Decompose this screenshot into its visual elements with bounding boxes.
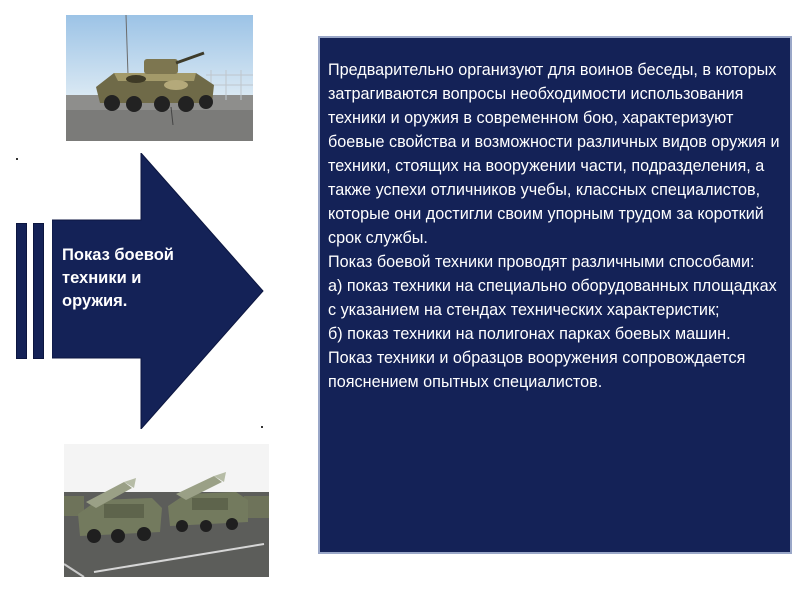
description-box	[318, 36, 792, 554]
decorative-dot	[16, 158, 18, 160]
armored-vehicle-photo	[66, 15, 253, 141]
paragraph-methods: Показ боевой техники проводят различными способами:	[328, 253, 755, 271]
missile-launchers-photo	[64, 444, 269, 577]
arrow-label: Показ боевой техники и оружия.	[62, 246, 174, 310]
decorative-dot	[261, 426, 263, 428]
decorative-bar-right	[33, 223, 44, 359]
paragraph-method-a: а) показ техники на специально оборудованных площадках с указанием на стендах технических характеристик;	[328, 277, 777, 319]
paragraph-method-b: б) показ техники на полигонах парках боевых машин.	[328, 325, 731, 343]
description-text	[328, 58, 782, 394]
paragraph-conclusion: Показ техники и образцов вооружения сопровождается пояснением опытных специалистов.	[328, 349, 746, 391]
paragraph-intro: Предварительно организуют для воинов беседы, в которых затрагиваются вопросы необходимости использования техники и оружия в современном бою, характеризуют боевые свойства и возможности различных видов оружия и техники, стоящих на вооружении части, подразделения, а также успехи отличников учебы, классных специалистов, которые они достигли своим упорным трудом за короткий срок службы.	[328, 61, 780, 247]
decorative-bar-left	[16, 223, 27, 359]
